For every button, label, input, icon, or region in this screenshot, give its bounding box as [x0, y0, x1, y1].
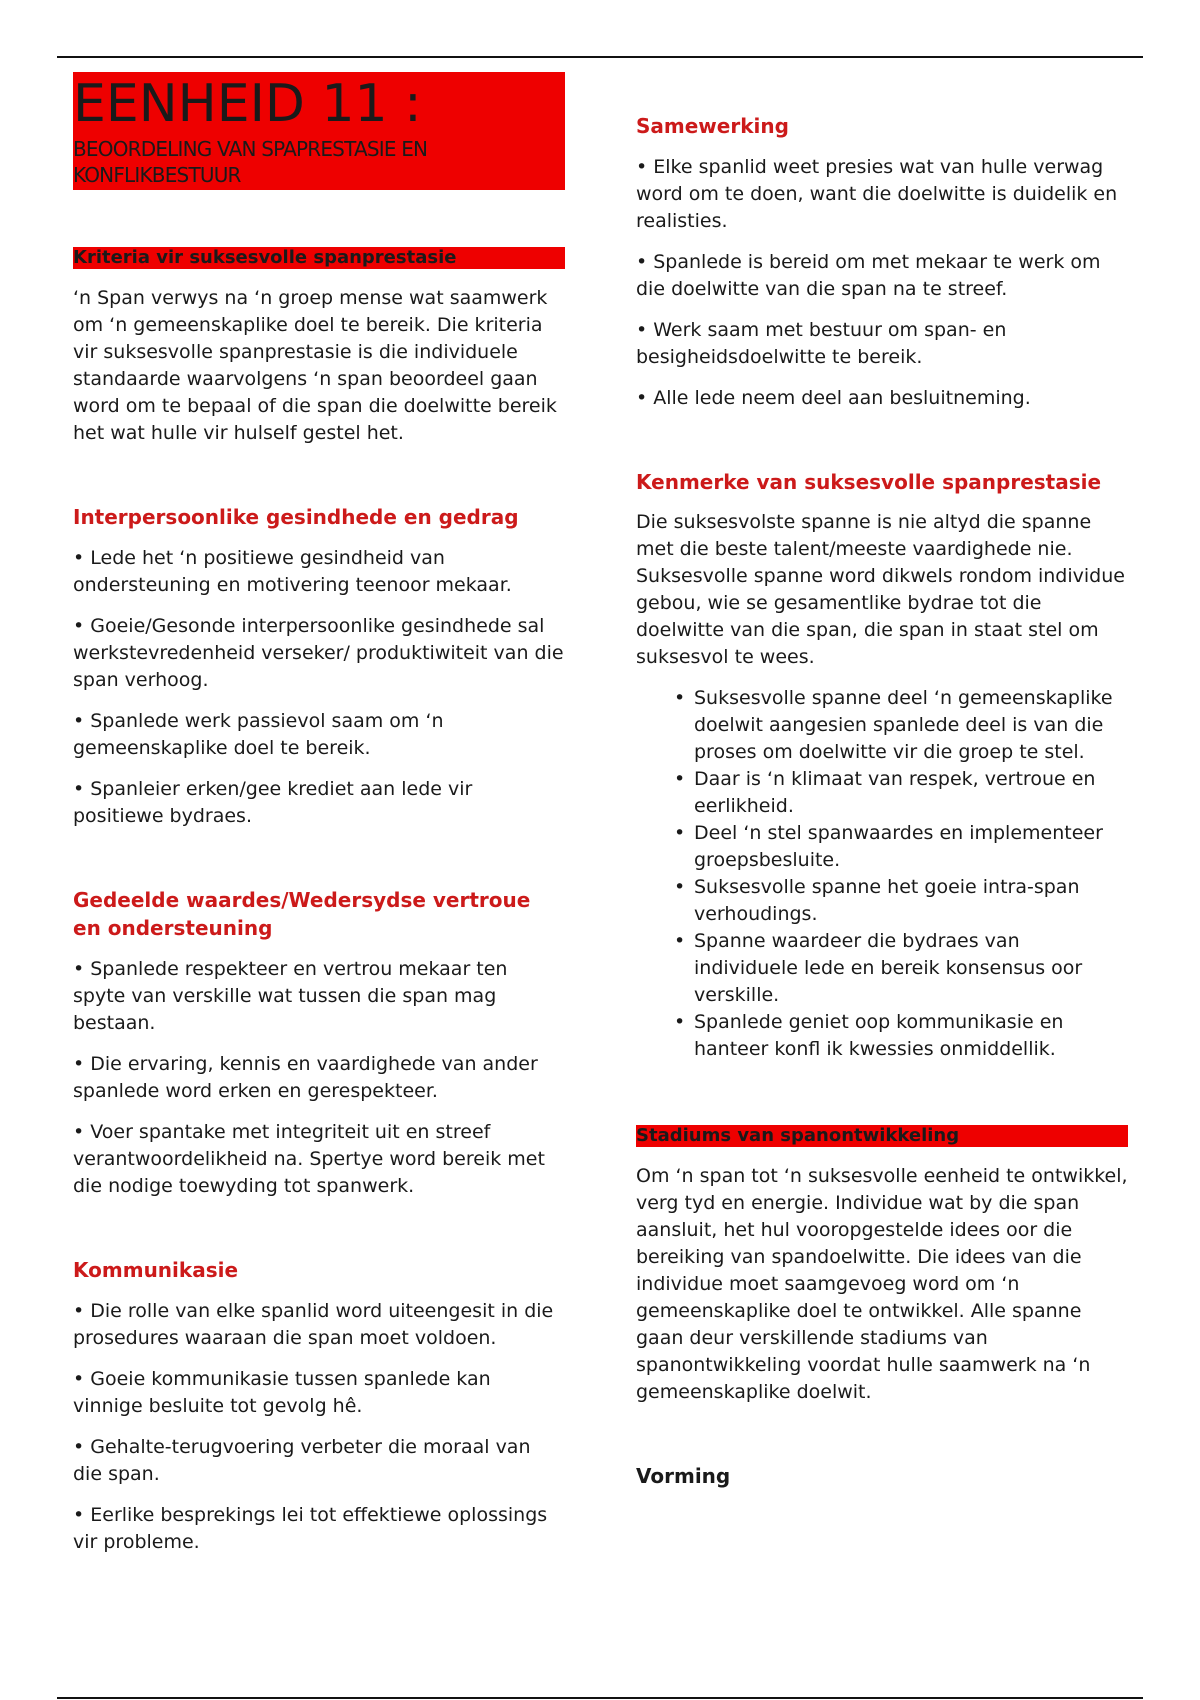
- unit-subtitle: BEOORDELING VAN SPAPRESTASIE EN KONFLIKBESTUUR: [73, 137, 428, 187]
- list-item: • Suksesvolle spanne het goeie intra-span verhoudings.: [636, 874, 1128, 928]
- communication-heading: Kommunikasie: [73, 1258, 239, 1282]
- cooperation-bullet-4: • Alle lede neem deel aan besluitneming.: [636, 387, 1031, 409]
- cooperation-bullet-1: • Elke spanlid weet presies wat van hulle verwag word om te doen, want die doelwitte is duidelik en realisties.: [636, 156, 1118, 232]
- characteristics-list: [636, 685, 1128, 1063]
- cooperation-bullet-2: • Spanlede is bereid om met mekaar te werk om die doelwitte van die span na te streef.: [636, 251, 1101, 300]
- interpersonal-bullet-2: • Goeie/Gesonde interpersoonlike gesindhede sal werkstevredenheid verseker/ produktiwiteit van die span verhoog.: [73, 615, 564, 691]
- list-item: • Suksesvolle spanne deel ‘n gemeenskaplike doelwit aangesien spanlede deel is van die proses om doelwitte vir die groep te stel.: [636, 685, 1128, 766]
- interpersonal-heading: Interpersoonlike gesindhede en gedrag: [73, 505, 519, 529]
- characteristics-heading: Kenmerke van suksesvolle spanprestasie: [636, 470, 1102, 494]
- communication-bullet-3: • Gehalte-terugvoering verbeter die moraal van die span.: [73, 1436, 531, 1485]
- list-item: • Daar is ‘n klimaat van respek, vertroue en eerlikheid.: [636, 766, 1128, 820]
- list-item: • Spanne waardeer die bydraes van individuele lede en bereik konsensus oor verskille.: [636, 928, 1128, 1009]
- characteristics-text: Die suksesvolste spanne is nie altyd die spanne met die beste talent/meeste vaardighede nie. Suksesvolle spanne word dikwels rondom individue gebou, wie se gesamentlike bydrae tot die doelwitte van die span, die span in staat stel om suksesvol te wees.: [636, 511, 1125, 668]
- communication-bullet-2: • Goeie kommunikasie tussen spanlede kan vinnige besluite tot gevolg hê.: [73, 1368, 491, 1417]
- shared-values-bullet-3: • Voer spantake met integriteit uit en streef verantwoordelikheid na. Spertye word bereik met die nodige toewyding tot spanwerk.: [73, 1121, 545, 1197]
- unit-title-box: [73, 72, 565, 190]
- communication-bullet-1: • Die rolle van elke spanlid word uiteengesit in die prosedures waaraan die span moet voldoen.: [73, 1300, 554, 1349]
- forming-heading: Vorming: [636, 1464, 731, 1488]
- list-item: • Deel ‘n stel spanwaardes en implementeer groepsbesluite.: [636, 820, 1128, 874]
- bottom-rule: [57, 1697, 1143, 1699]
- criteria-heading: Kriteria vir suksesvolle spanprestasie: [73, 247, 565, 269]
- stages-heading: Stadiums van spanontwikkeling: [636, 1125, 1128, 1147]
- list-item: • Spanlede geniet oop kommunikasie en hanteer konfl ik kwessies onmiddellik.: [636, 1009, 1128, 1063]
- interpersonal-bullet-3: • Spanlede werk passievol saam om ‘n gemeenskaplike doel te bereik.: [73, 710, 444, 759]
- shared-values-heading: Gedeelde waardes/Wedersydse vertroue en ondersteuning: [73, 888, 531, 940]
- interpersonal-bullet-1: • Lede het ‘n positiewe gesindheid van ondersteuning en motivering teenoor mekaar.: [73, 547, 512, 596]
- criteria-text: ‘n Span verwys na ‘n groep mense wat saamwerk om ‘n gemeenskaplike doel te bereik. Die kriteria vir suksesvolle spanprestasie is die individuele standaarde waarvolgens ‘n span beoordeel gaan word om te bepaal of die span die doelwitte bereik het wat hulle vir hulself gestel het.: [73, 287, 557, 444]
- unit-title: EENHEID 11 :: [73, 74, 422, 134]
- communication-bullet-4: • Eerlike besprekings lei tot effektiewe oplossings vir probleme.: [73, 1504, 548, 1553]
- stages-text: Om ‘n span tot ‘n suksesvolle eenheid te ontwikkel, verg tyd en energie. Individue wat by die span aansluit, het hul vooropgestelde idees oor die bereiking van spandoelwitte. Die idees van die individue moet saamgevoeg word om ‘n gemeenskaplike doel te ontwikkel. Alle spanne gaan deur verskillende stadiums van spanontwikkeling voordat hulle saamwerk na ‘n gemeenskaplike doelwit.: [636, 1165, 1128, 1403]
- right-column: [636, 72, 1128, 1490]
- left-column: [73, 72, 565, 1556]
- cooperation-heading: Samewerking: [636, 114, 789, 138]
- top-rule: [57, 56, 1143, 58]
- shared-values-bullet-2: • Die ervaring, kennis en vaardighede van ander spanlede word erken en gerespekteer.: [73, 1053, 538, 1102]
- cooperation-bullet-3: • Werk saam met bestuur om span- en besigheidsdoelwitte te bereik.: [636, 319, 1007, 368]
- shared-values-bullet-1: • Spanlede respekteer en vertrou mekaar ten spyte van verskille wat tussen die span mag bestaan.: [73, 958, 508, 1034]
- interpersonal-bullet-4: • Spanleier erken/gee krediet aan lede vir positiewe bydraes.: [73, 778, 473, 827]
